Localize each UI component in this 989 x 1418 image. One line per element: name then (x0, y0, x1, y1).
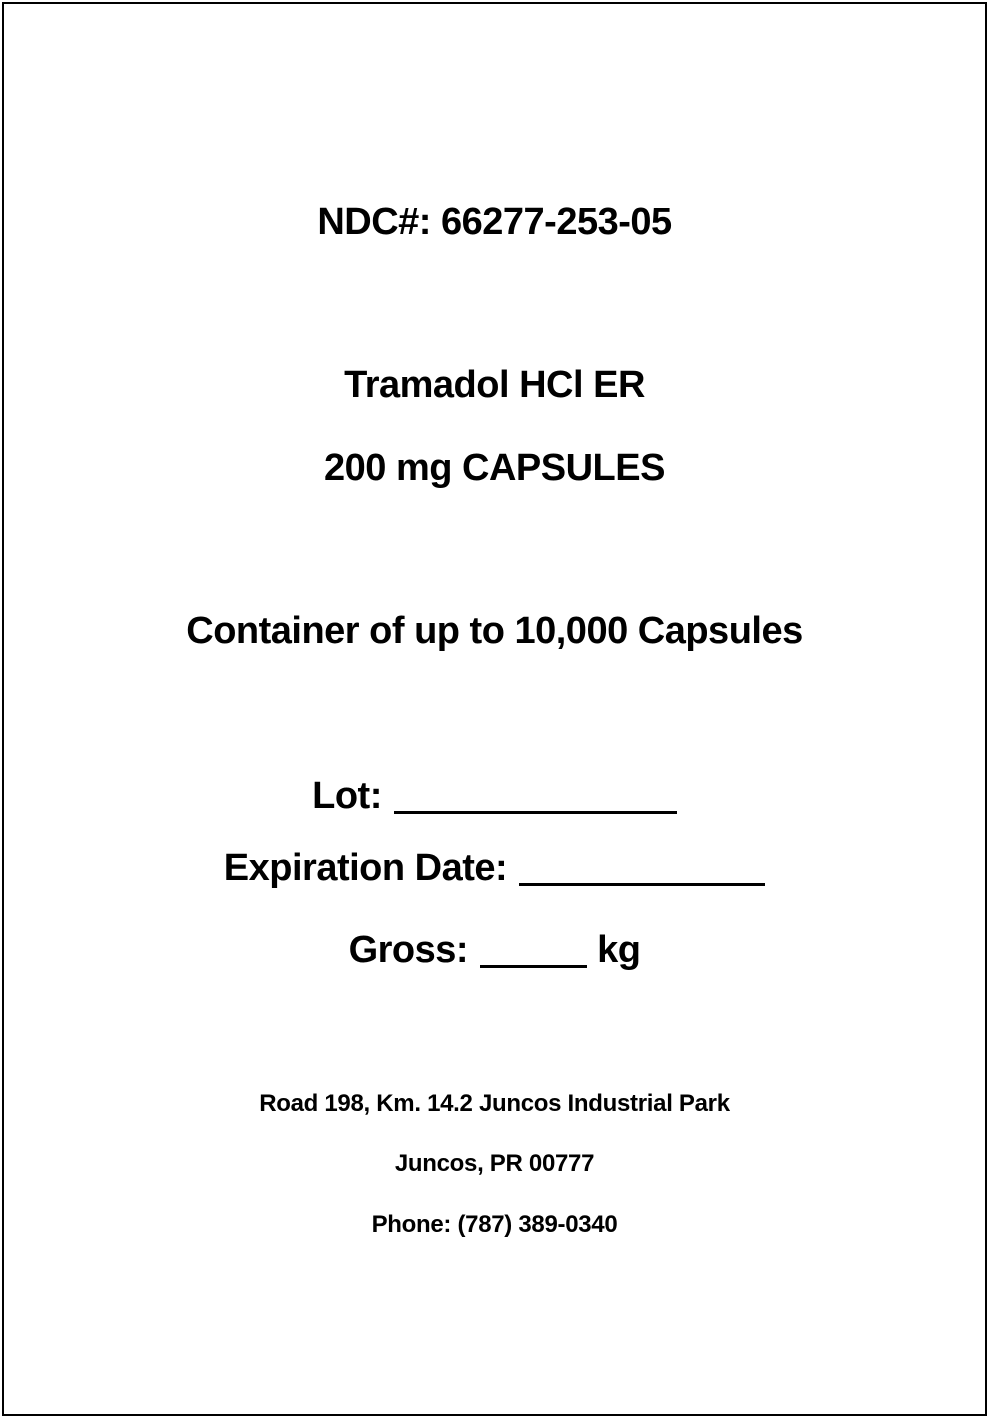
expiration-label: Expiration Date: (223, 847, 508, 889)
gross-row (0, 931, 989, 969)
gross-label: Gross: (348, 929, 469, 971)
phone-number: Phone: (787) 389-0340 (371, 1211, 618, 1238)
gross-unit: kg (597, 929, 641, 971)
expiration-blank-field (519, 853, 765, 886)
drug-name: Tramadol HCl ER (344, 364, 645, 406)
expiration-row (0, 849, 989, 887)
gross-blank-field (480, 935, 587, 968)
container-quantity: Container of up to 10,000 Capsules (186, 610, 803, 652)
lot-label: Lot: (312, 775, 382, 817)
drug-strength: 200 mg CAPSULES (324, 447, 665, 489)
lot-blank-field (394, 781, 677, 814)
address-line-1: Road 198, Km. 14.2 Juncos Industrial Park (259, 1090, 730, 1117)
lot-row (0, 777, 989, 815)
address-line-2: Juncos, PR 00777 (394, 1150, 595, 1177)
ndc-number: NDC#: 66277-253-05 (317, 201, 672, 243)
